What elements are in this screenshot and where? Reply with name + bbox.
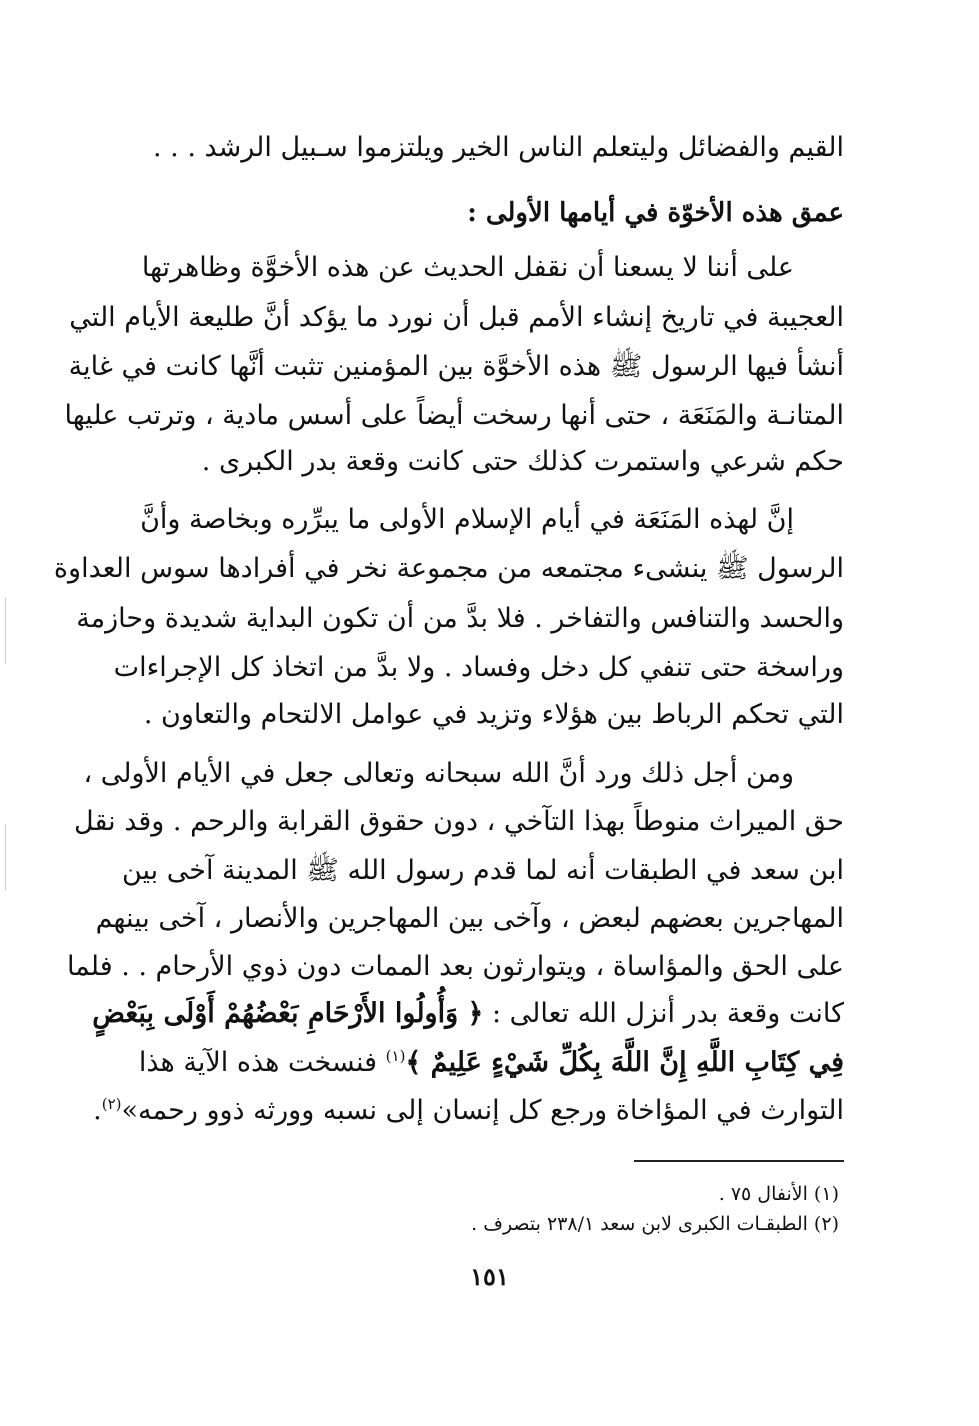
text-line-with-verse [92, 994, 844, 1034]
page-number: ١٥١ [470, 1262, 509, 1291]
text-line: العجيبة في تاريخ إنشاء الأمم قبل أن نورد ما يؤكد أنَّ طليعة الأيام التي [69, 302, 844, 333]
body-text [53, 0, 844, 1150]
text-line: المتانـة والمَنَعَة ، حتى أنها رسخت أيضاً على أسس مادية ، وترتب عليها [64, 400, 844, 431]
quran-verse-part-2: فِي كِتَابِ اللَّهِ إِنَّ اللَّهَ بِكُلِّ شَيْءٍ عَلِيمٌ ﴾ [405, 1047, 844, 1078]
text-line: حق الميراث منوطاً بهذا التآخي ، دون حقوق القرابة والرحم . وقد نقل [74, 806, 844, 837]
footnote-2: (٢) الطبقـات الكبرى لابن سعد ٢٣٨/١ بتصرف . [471, 1213, 839, 1235]
period: . [93, 1095, 102, 1126]
text-line: القيم والفضائل وليتعلم الناس الخير ويلتزموا سـبيل الرشد . . . [152, 132, 844, 163]
footnote-ref-1: (١) [385, 1047, 406, 1065]
text-line-with-verse [132, 1043, 844, 1083]
text-line: على أننا لا يسعنا أن نقفل الحديث عن هذه الأخوَّة وظاهرتها [141, 252, 794, 283]
text-line [93, 1091, 844, 1131]
margin-mark-top [5, 598, 6, 664]
text-line: وراسخة حتى تنفي كل دخل وفساد . ولا بدَّ من اتخاذ كل الإجراءات [113, 652, 844, 683]
text-line: التي تحكم الرباط بين هؤلاء وتزيد في عوامل الالتحام والتعاون . [143, 699, 844, 730]
footnote-1: (١) الأنفال ٧٥ . [718, 1183, 839, 1205]
text-line: إنَّ لهذه المَنَعَة في أيام الإسلام الأولى ما يبرِّره وبخاصة وأنَّ [140, 504, 794, 535]
text-line: أنشأ فيها الرسول ﷺ هذه الأخوَّة بين المؤمنين تثبت أنَّها كانت في غاية [68, 351, 844, 382]
section-heading: عمق هذه الأخوّة في أيامها الأولى : [467, 198, 844, 228]
verse-intro: كانت وقعة بدر أنزل الله تعالى : [491, 998, 844, 1029]
text-line: المهاجرين بعضهم لبعض ، وآخى بين المهاجرين والأنصار ، آخى بينهم [95, 903, 844, 934]
text-line: الرسول ﷺ ينشىء مجتمعه من مجموعة نخر في أفرادها سوس العداوة [53, 553, 844, 584]
text-line: على الحق والمؤاساة ، ويتوارثون بعد الممات دون ذوي الأرحام . . فلما [66, 951, 844, 982]
footnote-divider [634, 1160, 844, 1162]
quran-verse-part-1: ﴿ وَأُولُوا الأَرْحَامِ بَعْضُهُمْ أَوْلَى بِبَعْضٍ [92, 998, 484, 1029]
text-line: حكم شرعي واستمرت كذلك حتى كانت وقعة بدر الكبرى . [201, 446, 844, 477]
text-line: ابن سعد في الطبقات أنه لما قدم رسول الله ﷺ المدينة آخى بين [121, 855, 844, 886]
text-segment: التوارث في المؤاخاة ورجع كل إنسان إلى نسبه وورثه ذوو رحمه» [121, 1095, 844, 1126]
text-segment: فنسخت هذه الآية هذا [138, 1047, 378, 1078]
text-line: والحسد والتنافس والتفاخر . فلا بدَّ من أن تكون البداية شديدة وحازمة [76, 603, 844, 634]
margin-mark-bottom [5, 824, 6, 890]
footnote-ref-2: (٢) [101, 1095, 122, 1113]
text-line: ومن أجل ذلك ورد أنَّ الله سبحانه وتعالى جعل في الأيام الأولى ، [83, 758, 794, 789]
